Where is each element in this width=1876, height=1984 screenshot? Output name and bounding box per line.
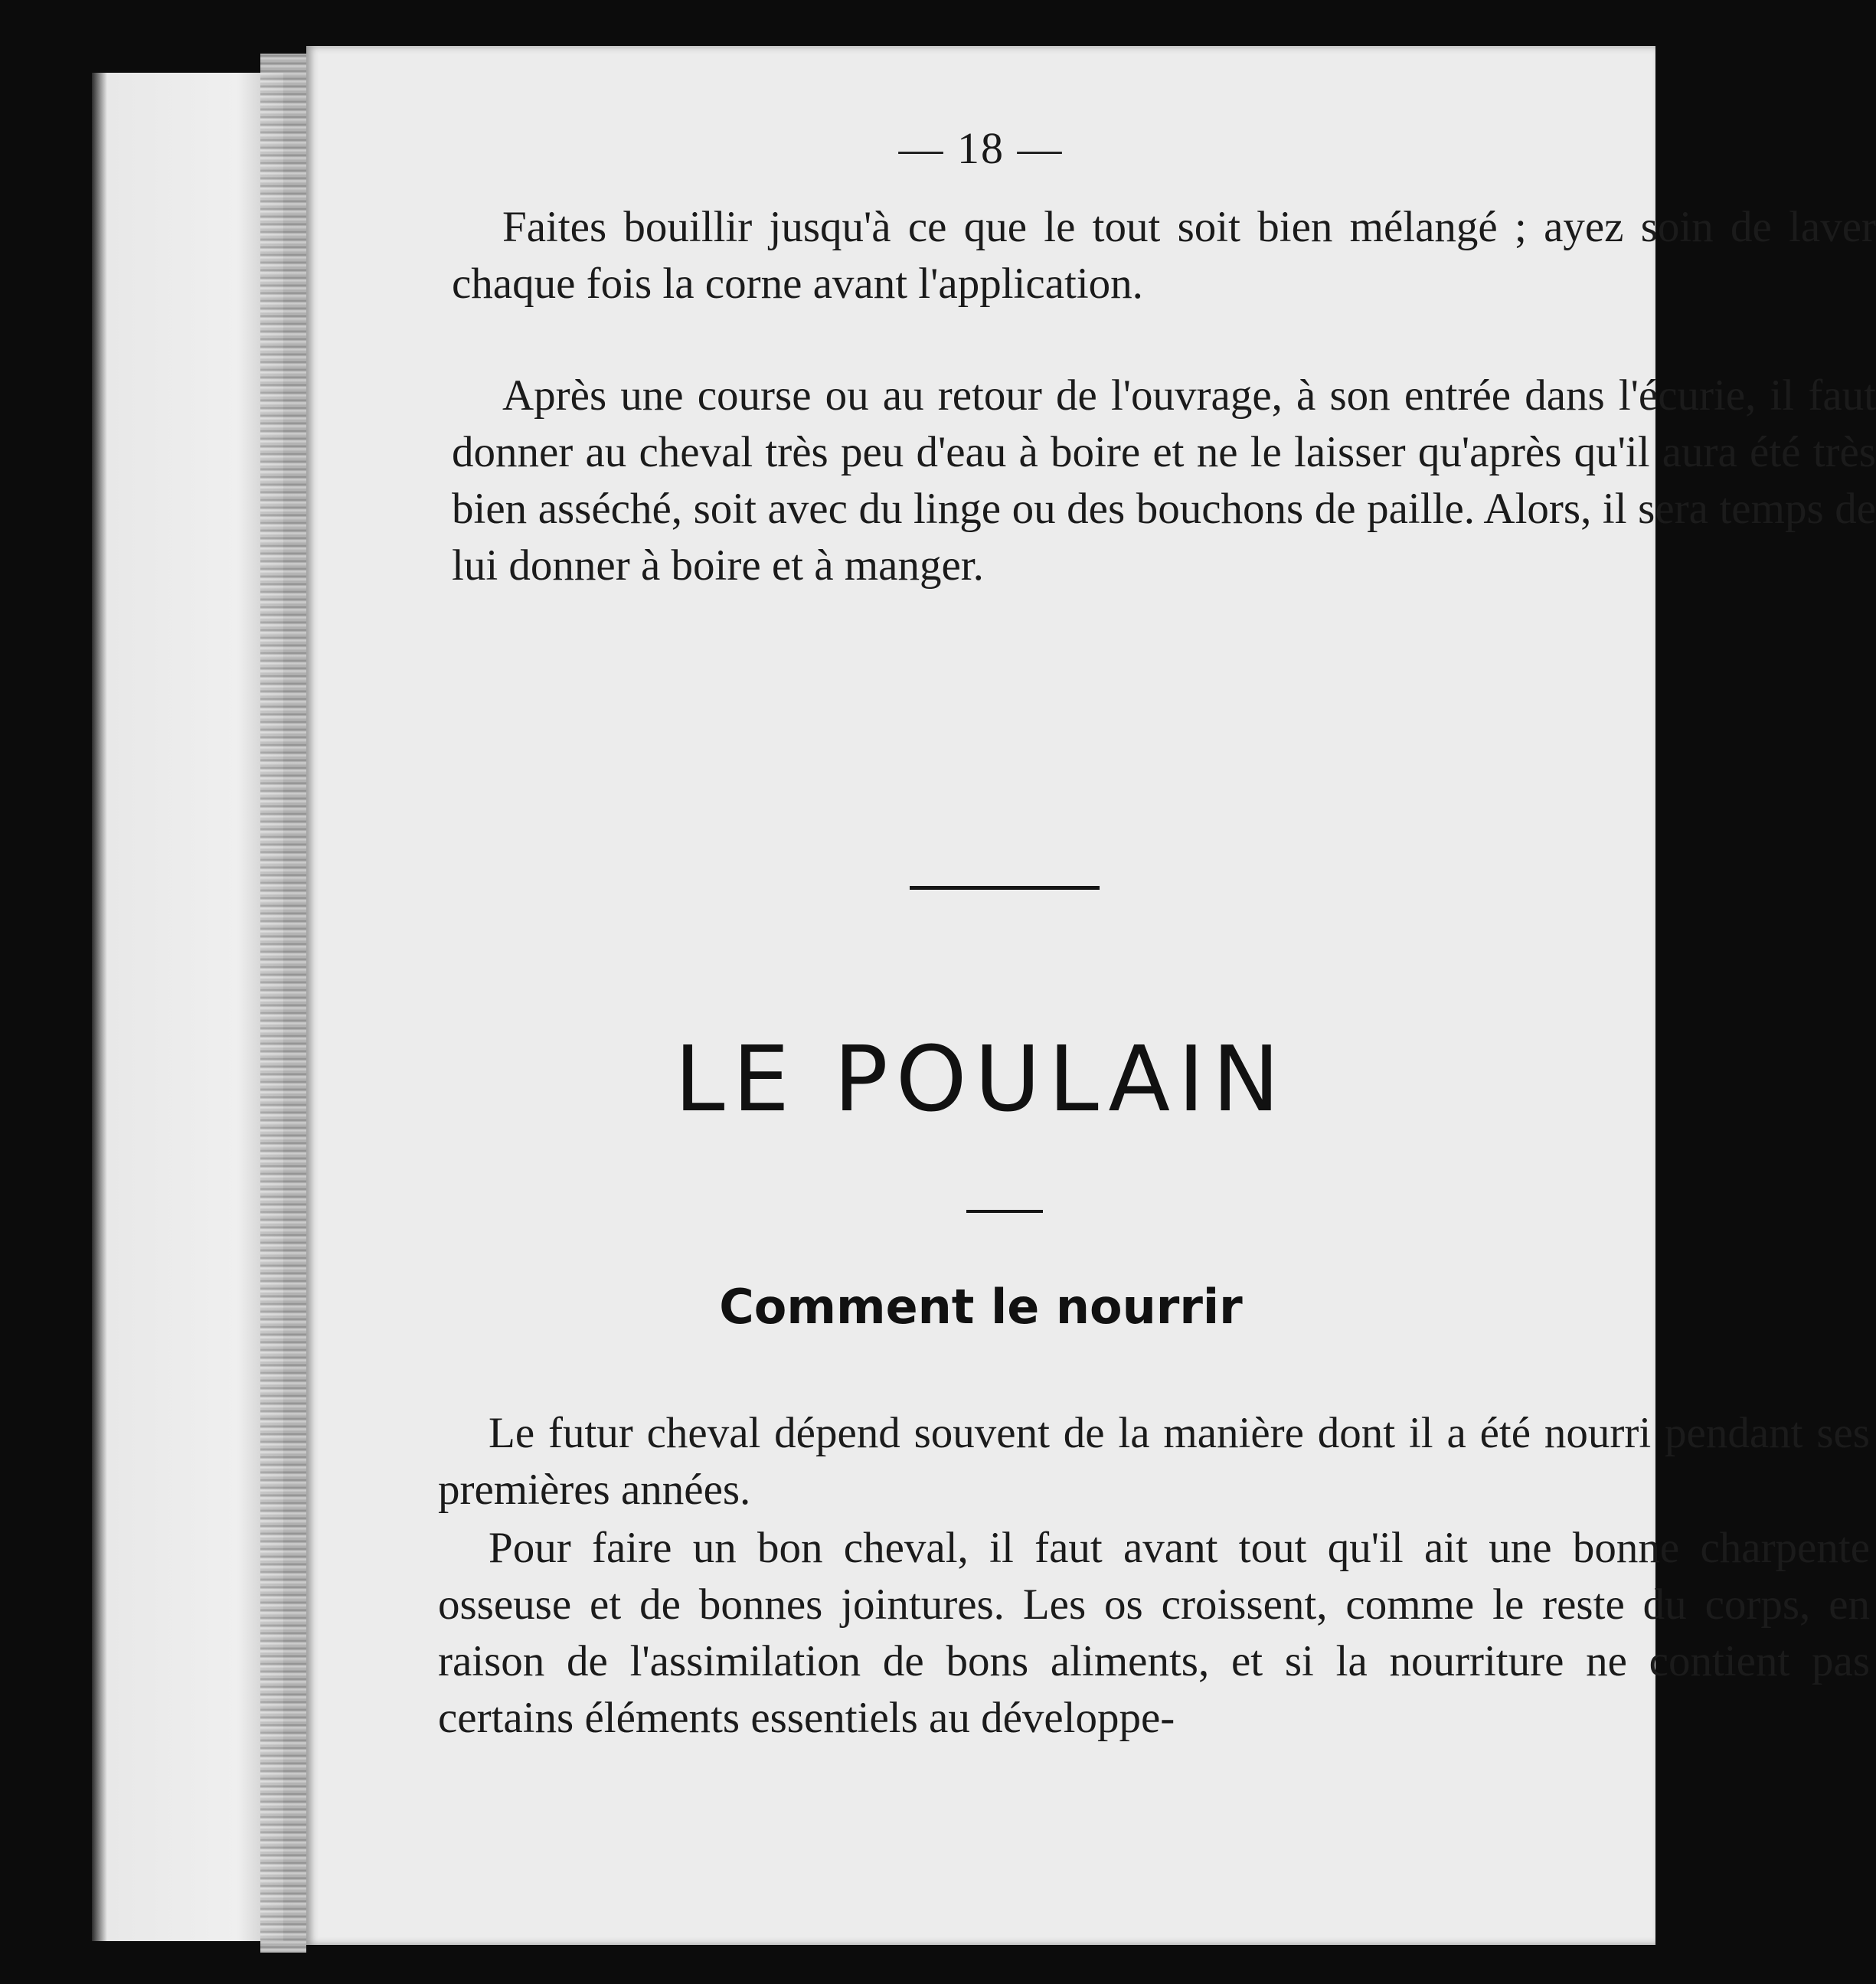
paragraph-2: Après une course ou au retour de l'ouvrage, à son entrée dans l'écurie, il faut donner au cheval très peu d'eau à boire et ne le laisser qu'après qu'il aura été très bien asséché, soit avec du linge ou des bouchons de paille. Alors, il sera temps de lui donner à boire et à manger. [452,371,1876,590]
paragraph-1: Faites bouillir jusqu'à ce que le tout soit bien mélangé ; ayez soin de laver chaque fois la corne avant l'application. [452,203,1876,308]
chapter-title: LE POULAIN [674,1026,1288,1132]
page-number: — 18 — [898,123,1064,173]
book-page [306,46,1876,1945]
paragraph-4: Pour faire un bon cheval, il faut avant tout qu'il ait une bonne charpente osseuse et de bonnes jointures. Les os croissent, comme le reste du corps, en raison de l'assimilation de bons aliments, et si la nourriture ne contient pas certains éléments essentiels au développe- [438,1524,1870,1742]
left-page-edge [92,73,283,1941]
section-title: Comment le nourrir [719,1279,1243,1335]
book-spine [260,54,306,1953]
title-divider [966,1210,1043,1213]
section-divider [910,886,1100,890]
paragraph-3: Le futur cheval dépend souvent de la manière dont il a été nourri pendant ses premières années. [438,1409,1870,1514]
